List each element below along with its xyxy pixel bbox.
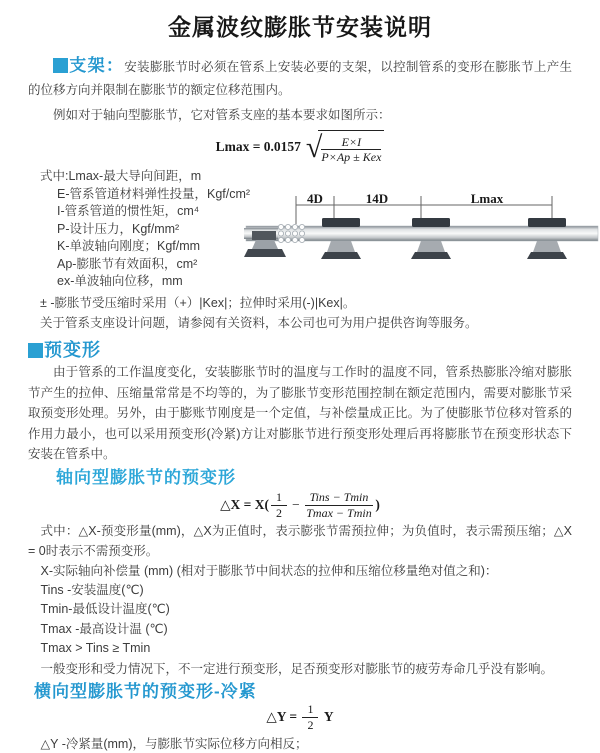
axial-subheading: 轴向型膨胀节的预变形: [56, 467, 236, 487]
lmax-formula-radicand: [318, 130, 384, 166]
dim-label-lmax: Lmax: [470, 191, 504, 206]
section-bullet-icon: [28, 343, 43, 358]
variable-line: P-设计压力，Kgf/mm²: [57, 221, 180, 236]
minus-operator: −: [291, 496, 300, 512]
consulting-note: 关于管系支座设计问题，请参阅有关资料，本公司也可为用户提供咨询等服务。: [40, 316, 478, 330]
pipe: [246, 226, 598, 241]
one-half-fraction: $\frac{1}{2}$: [271, 491, 287, 519]
predeform-body: 由于管系的工作温度变化，安装膨胀节时的温度与工作时的温度不同，管系热膨胀冷缩对膨胀节产生的拉伸、压缩量常常是不均等的，为了膨胀节变形范围控制在额定范围内，需要对膨胀节采取预变形处理。另外，由于膨账节刚度是一个定值，与补偿量成正比。为了使膨胀节位移对管系的作用力最小，也可以采用预变形(冷紧)方让对膨胀节进行预变形处理后再将膨胀节在预变形状态下安装在管系中。: [28, 365, 572, 461]
variable-line: 式中:Lmax-最大导向间距，m: [40, 169, 202, 183]
variable-line: E-管系管道材料弹性投量，Kgf/cm²: [57, 186, 251, 201]
axial-def-x: X-实际轴向补偿量 (mm) (相对于膨胀节中间状态的拉伸和压缩位移量绝对值之和)：: [40, 563, 498, 578]
axial-formula: [0, 489, 600, 521]
axial-note: 一般变形和受力情况下，不一定进行预变形，足否预变形对膨胀节的疲劳寿命几乎没有影响。: [40, 661, 554, 676]
variables-and-diagram: [40, 168, 600, 291]
lateral-def: △Y -冷紧量(mm)，与膨胀节实际位移方向相反；: [40, 736, 308, 751]
axial-formula-lhs: △X = X(: [220, 496, 269, 512]
pipe-support-diagram: [244, 190, 600, 270]
axial-def-tmax: Tmax -最高设计温 (℃): [40, 621, 168, 636]
predeform-section-heading: 预变形: [28, 340, 600, 360]
support-section-heading: 支架：: [69, 56, 125, 75]
axial-def-main: 式中：△X-预变形量(mm)，△X为正值时，表示膨张节需预拉伸；为负值时，表示需预压缩；△X = 0时表示不需预变形。: [28, 523, 572, 558]
dim-label-14d: 14D: [365, 191, 389, 206]
lmax-formula: [0, 130, 600, 164]
variable-line: I-管系管道的惯性矩，cm⁴: [57, 204, 200, 218]
axial-def-tmin: Tmin-最低设计温度(℃): [40, 602, 170, 616]
variable-line: ex-单波轴向位移，mm: [57, 274, 183, 288]
axial-def-tins: Tins -安装温度(℃): [40, 582, 144, 597]
temperature-ratio-fraction: $\frac{\text{Tins − Tmin}}{Tmax - Tmin}$: [306, 490, 372, 520]
one-half-fraction: $\frac{1}{2}$: [302, 703, 318, 731]
lmax-formula-numerator: E×I: [321, 136, 381, 151]
axial-formula-close: ): [375, 496, 380, 512]
sign-convention-note: ± -膨胀节受压缩时采用（+）|Kex|；拉伸时采用(-)|Kex|。: [40, 296, 356, 310]
lateral-formula-rhs: Y: [323, 708, 334, 724]
support-intro-paragraph: [28, 54, 572, 102]
lateral-subheading: 横向型膨胀节的预变形-冷紧: [34, 681, 257, 701]
sqrt-symbol: √: [305, 131, 321, 164]
lateral-formula: [0, 703, 600, 731]
dim-label-4d: 4D: [307, 191, 323, 206]
lmax-formula-lhs: Lmax = 0.0157: [215, 139, 301, 155]
support-intro-text: 安装膨胀节时必须在管系上安装必要的支架，以控制管系的变形在膨胀节上产生的位移方向并限制在膨胀节的额定位移范围内。: [28, 60, 572, 97]
page-title: 金属波纹膨胀节安装说明: [168, 14, 432, 40]
support-example-line: 例如对于轴向型膨胀节，它对管系支座的基本要求如图所示：: [53, 108, 391, 122]
axial-inequality: Tmax > Tins ≥ Tmin: [40, 641, 151, 655]
section-bullet-icon: [53, 58, 68, 73]
variable-line: Ap-膨胀节有效面积，cm²: [57, 256, 198, 271]
lateral-formula-lhs: △Y =: [266, 708, 298, 724]
dimension-labels: [307, 191, 504, 206]
variable-line: K-单波轴向刚度；Kgf/mm: [57, 239, 201, 253]
lmax-formula-denominator: P×Ap ± Kex: [321, 150, 382, 165]
